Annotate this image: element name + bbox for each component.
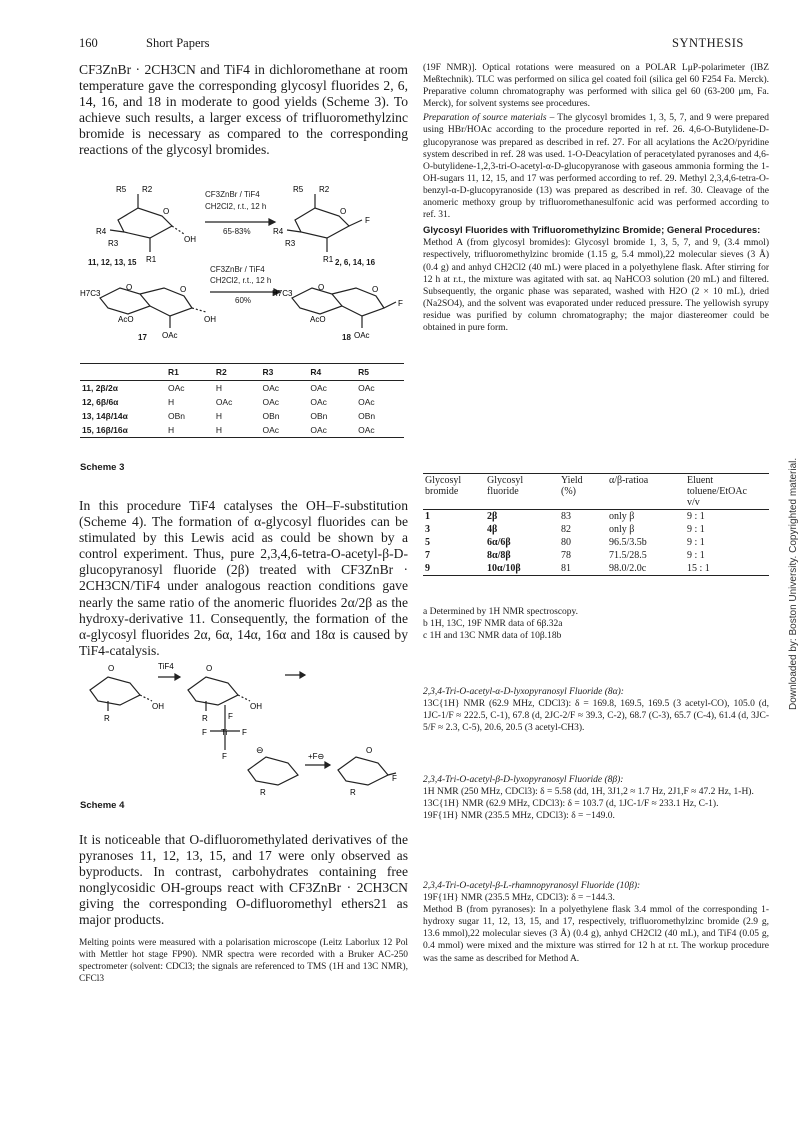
cell-fluoride: 2β (487, 511, 498, 522)
compound-10b-title: 2,3,4-Tri-O-acetyl-β-L-rhamnopyranosyl Fluoride (10β): (423, 881, 641, 891)
cell-r5: OAc (358, 397, 375, 407)
cell-r4: OBn (310, 411, 328, 421)
footnote-b: b 1H, 13C, 19F NMR data of 6β.32a (423, 619, 563, 630)
scheme4-r-4: R (350, 788, 356, 797)
table-row (80, 423, 404, 438)
cell-r1: H (168, 397, 175, 407)
cell-eluent: 15 : 1 (687, 563, 710, 574)
scheme3-compound-17: 17 (138, 333, 147, 342)
cell-r2: H (215, 411, 222, 421)
footnote-c: c 1H and 13C NMR data of 10β.18b (423, 631, 562, 642)
cell-r3: OAc (262, 425, 280, 435)
cell-yield: 80 (561, 537, 571, 548)
compound-8a (423, 686, 769, 734)
scheme3-mid-conditions: CH2Cl2, r.t., 12 h (210, 276, 272, 285)
compound-8a-data: 13C{1H} NMR (62.9 MHz, CDCl3): δ = 169.8, 169.5, 169.5 (3 acetyl-CO), 105.0 (d, 1JC-1/F ≈ 222.5, C-1), 67.8 (d, 2JC-2/F ≈ 39.3, C-2), 68.7 (C-3), 65.7 (C-4), 61.4 (d, 3JC-5/F ≈ 2.3, C-5), 20.6, 20.5 (3 acetyl-CH3). (423, 699, 769, 734)
label-r4-right: R4 (273, 227, 284, 236)
cell-r3: OAc (262, 397, 280, 407)
cell-r2: H (215, 425, 222, 435)
download-watermark: Downloaded by: Boston University. Copyrighted material. (788, 457, 799, 710)
cell-ratio: 96.5/3.5b (609, 537, 647, 548)
scheme4-r-1: R (104, 714, 110, 723)
scheme3-top-yield: 65-83% (223, 227, 251, 236)
table-row (80, 395, 404, 409)
cell-ratio: 98.0/2.0c (609, 563, 647, 574)
scheme4-charge: ⊖ (256, 745, 264, 755)
scheme-3-label: Scheme 3 (80, 462, 125, 473)
scheme4-ti: Ti (221, 728, 228, 737)
label-oac-right: OAc (354, 331, 370, 340)
left-para-1: CF3ZnBr · 2CH3CN and TiF4 in dichloromethane at room temperature gave the corresponding glycosyl fluorides 2, 6, 14, 16, and 18 in moderate to good yields (Scheme 3). To achieve such results, a larger excess of trifluoromethylzinc bromide is necessary as compared to the corresponding reactions of the glycosyl bromides. (79, 62, 408, 158)
label-o-right: O (340, 207, 347, 216)
table-row (80, 381, 404, 396)
page-number: 160 (79, 36, 98, 50)
cell-r1: OAc (168, 383, 185, 393)
col-r5: R5 (358, 367, 370, 377)
scheme4-o-3: O (366, 746, 373, 755)
cell-r1: OBn (168, 411, 186, 421)
col-r2: R2 (215, 367, 227, 377)
cell-r2: H (215, 383, 222, 393)
cell-ratio: 71.5/28.5 (609, 550, 647, 561)
compound-8b-f: 19F{1H} NMR (235.5 MHz, CDCl3): δ = −149.0. (423, 811, 615, 822)
col-compound (80, 364, 166, 381)
table-row (80, 409, 404, 423)
scheme3-top-conditions: CH2Cl2, r.t., 12 h (205, 202, 267, 211)
scheme3-compound-18: 18 (342, 333, 351, 342)
cell-r4: OAc (310, 425, 327, 435)
scheme4-f-3: F (228, 712, 233, 721)
cell-compound: 11, 2β/2α (82, 383, 118, 393)
cell-compound: 13, 14β/14α (82, 411, 128, 421)
label-f-mid: F (398, 299, 403, 308)
scheme3-substituent-table (80, 363, 404, 438)
label-h7c3-right: H7C3 (272, 289, 293, 298)
label-r2-right: R2 (319, 185, 330, 194)
label-r3-right: R3 (285, 239, 296, 248)
th-ratio: α/β-ratioa (609, 475, 649, 486)
cell-yield: 78 (561, 550, 571, 561)
scheme4-oh-2: OH (250, 702, 262, 711)
glycosyl-fluoride-table (423, 473, 769, 576)
table-row (423, 549, 769, 562)
cell-bromide: 7 (425, 550, 430, 561)
label-r3: R3 (108, 239, 119, 248)
compound-10b-f: 19F{1H} NMR (235.5 MHz, CDCl3): δ = −144.3. (423, 893, 615, 904)
cell-yield: 82 (561, 524, 571, 535)
method-a: Method A (from glycosyl bromides): Glycosyl bromide 1, 3, 5, 7, and 9, (3.4 mmol) respectively, trifluoromethylzinc bromide (1.15 g, 5.4 mmol),22 molecular sieves (3 Å) (0.4 g) and anhyd CH2Cl2 (40 mL) were placed in a polyethylene flask. After stirring for 12 h at r.t., the mixture was agitated with sat. aq NaHCO3 solution (20 mL) and filtered. Subsequently, the organic phase was separated, washed with H2O (2 × 10 mL), dried (Na2SO4), and the solvent was evaporated under reduced pressure. The yellowish syrupy residue was purified by column chromatography; the major diastereomer could be obtained in pure form. (423, 238, 769, 333)
scheme-3 (80, 180, 410, 450)
col-r1: R1 (168, 367, 179, 377)
compound-8a-title: 2,3,4-Tri-O-acetyl-α-D-lyxopyranosyl Fluoride (8α): (423, 687, 624, 697)
label-r1: R1 (146, 255, 157, 264)
prep-heading: Preparation of source materials (423, 113, 547, 124)
scheme4-r-2: R (202, 714, 208, 723)
cell-r2: OAc (215, 397, 233, 407)
cell-r5: OAc (358, 425, 375, 435)
cell-compound: 12, 6β/6α (82, 397, 119, 407)
label-r2: R2 (142, 185, 153, 194)
cell-yield: 83 (561, 511, 571, 522)
label-oh: OH (184, 235, 196, 244)
col-r4: R4 (310, 367, 322, 377)
scheme3-mid-yield: 60% (235, 296, 252, 305)
cell-r5: OBn (358, 411, 376, 421)
th-eluent: Eluent toluene/EtOAc v/v (687, 475, 747, 508)
cell-ratio: only β (609, 511, 635, 522)
label-r4: R4 (96, 227, 107, 236)
scheme3-compounds-left: 11, 12, 13, 15 (88, 258, 137, 267)
table-row (423, 562, 769, 576)
cell-eluent: 9 : 1 (687, 537, 705, 548)
scheme-4 (80, 655, 400, 795)
label-r5-right: R5 (293, 185, 304, 194)
label-o-mid-4: O (372, 285, 379, 294)
cell-r5: OAc (358, 383, 375, 393)
th-glycosyl-fluoride: Glycosyl fluoride (487, 475, 524, 497)
col-r3: R3 (262, 367, 274, 377)
table-row (423, 536, 769, 549)
scheme4-tif4: TiF4 (158, 662, 174, 671)
scheme-4-structures (80, 655, 400, 795)
label-oac: OAc (162, 331, 178, 340)
scheme4-f-5: F (392, 774, 397, 783)
journal-name: SYNTHESIS (672, 36, 744, 50)
label-f: F (365, 216, 370, 225)
th-glycosyl-bromide: Glycosyl bromide (425, 475, 462, 497)
method-b: Method B (from pyranoses): In a polyethylene flask 3.4 mmol of the corresponding 1-hydroxy sugar 11, 12, 13, 15, and 17, respectively, trifluoromethylzinc bromide (2.9 g, 13.6 mmol),22 molecular sieves (3 Å) (0.4 g), anhyd CH2Cl2 (40 mL), and TiF4 (0.05 g, 0.4 mmol) were mixed and the mixture was stirred for 12 h at r.t. The workup procedure was the same as described for Method A. (423, 905, 769, 964)
cell-r4: OAc (310, 397, 327, 407)
label-r1-right: R1 (323, 255, 334, 264)
cell-bromide: 3 (425, 524, 430, 535)
compound-8b-title: 2,3,4-Tri-O-acetyl-β-D-lyxopyranosyl Fluoride (8β): (423, 775, 624, 785)
cell-bromide: 1 (425, 511, 430, 522)
cell-bromide: 9 (425, 563, 430, 574)
cell-compound: 15, 16β/16α (82, 425, 128, 435)
right-intro: (19F NMR)]. Optical rotations were measured on a POLAR LμP-polarimeter (IBZ Meßtechnik). TLC was performed on silica gel coated foil (silica gel 60 F254 Fa. Merck). Preparative column chromatography was performed with silica gel 60 (63-200 μm, Fa. Merck), for solvent systems see procedures. Preparation of source materials – The glycosyl bromides 1, 3, 5, 7, and 9 were prepared using HBr/HOAc according to the procedure reported in ref. 26. 4,6-O-Butylidene-D-glucopyranose was prepared as described in ref. 27. For all acylations the Ac2O/pyridine system described in ref. 28 was used. 1-O-Deacylation of peracetylated pyranoses and 4,6-O-butylidene-1,2,3-tri-O-acetyl-α-D-glucopyranose with gaseous ammonia forming the 1-OH-sugars 11, 12, 15, and 17 was performed according to ref. 29. Methyl 2,3,4,6-tetra-O-benzyl-α-D-glucopyranoside (13) was prepared as described in ref. 30. Cleavage of the anomeric methoxy group by trifluoromethanesulfonic acid was performed according to ref. 31. Glycosyl Fluorides with Trifluoromethylzinc Bromide; General Procedures: Method A (from glycosyl bromides): Glycosyl bromide 1, 3, 5, 7, and 9, (3.4 mmol) respectively, trifluoromethylzinc bromide (1.15 g, 5.4 mmol),22 molecular sieves (3 Å) (0.4 g) and anhyd CH2Cl2 (40 mL) were placed in a polyethylene flask. After stirring for 12 h at r.t., the mixture was agitated with sat. aq NaHCO3 solution (20 mL) and filtered. Subsequently, the organic phase was separated, washed with H2O (2 × 10 mL), dried (Na2SO4), and the solvent was evaporated under reduced pressure. The yellowish syrupy residue was purified by column chromatography; the major diastereomer could be obtained in pure form. (423, 63, 770, 333)
cell-r4: OAc (310, 383, 327, 393)
label-o-mid-1: O (126, 283, 133, 292)
th-yield: Yield (%) (561, 475, 583, 497)
scheme4-f-1: F (202, 728, 207, 737)
label-r5: R5 (116, 185, 127, 194)
cell-fluoride: 10α/10β (487, 563, 521, 574)
cell-r1: H (168, 425, 175, 435)
cell-ratio: only β (609, 524, 635, 535)
table-row (423, 510, 769, 524)
label-o-mid-2: O (180, 285, 187, 294)
cell-eluent: 9 : 1 (687, 550, 705, 561)
procedure-heading: Glycosyl Fluorides with Trifluoromethylzinc Bromide; General Procedures: (423, 225, 761, 237)
left-para-3: It is noticeable that O-difluoromethylated derivatives of the pyranoses 11, 12, 13, 15, and 17 were only observed as byproducts. In contrast, carbohydrates containing free nonglycosidic OH-groups react with CF3ZnBr · 2CH3CN giving the corresponding O-difluoromethyl ethers21 as major products. (79, 832, 408, 928)
table-footnotes (423, 606, 769, 642)
scheme4-plus-f: +F⊖ (308, 752, 325, 761)
scheme4-r-3: R (260, 788, 266, 797)
scheme3-mid-reagents: CF3ZnBr / TiF4 (210, 265, 265, 274)
scheme4-f-4: F (222, 752, 227, 761)
section-name: Short Papers (146, 36, 210, 50)
left-para-4: Melting points were measured with a polarisation microscope (Leitz Laborlux 12 Pol with Mettler hot stage FP90). NMR spectra were recorded with a Bruker AC-250 spectrometer (solvent: CDCl3; the signals are referenced to TMS (1H and 13C NMR), CFCl3 (79, 938, 408, 984)
cell-r3: OAc (262, 383, 280, 393)
scheme4-oh-1: OH (152, 702, 164, 711)
footnote-a: a Determined by 1H NMR spectroscopy. (423, 607, 579, 617)
compound-8b-h: 1H NMR (250 MHz, CDCl3): δ = 5.58 (dd, 1H, 3J1,2 ≈ 1.7 Hz, 2J1,F ≈ 47.2 Hz, 1-H). (423, 787, 754, 798)
scheme3-compounds-right: 2, 6, 14, 16 (335, 258, 376, 267)
compound-8b-c: 13C{1H} NMR (62.9 MHz, CDCl3): δ = 103.7 (d, 1JC-1/F ≈ 233.1 Hz, C-1). (423, 799, 719, 810)
cell-r3: OBn (262, 411, 280, 421)
cell-fluoride: 8α/8β (487, 550, 511, 561)
prep-text: – The glycosyl bromides 1, 3, 5, 7, and 9 were prepared using HBr/HOAc according to the procedure reported in ref. 26. 4,6-O-Butylidene-D-glucopyranose was prepared as described in ref. 27. For all acylations the Ac2O/pyridine system described in ref. 28 was used. 1-O-Deacylation of peracetylated pyranoses and 4,6-O-butylidene-1,2,3-tri-O-acetyl-α-D-glucopyranose with gaseous ammonia forming the 1-OH-sugars 11, 12, 15, and 17 was performed according to ref. 29. Methyl 2,3,4,6-tetra-O-benzyl-α-D-glucopyranoside (13) was prepared as described in ref. 30. Cleavage of the anomeric methoxy group by trifluoromethanesulfonic acid was performed according to ref. 31. (423, 113, 770, 221)
label-o: O (163, 207, 170, 216)
label-aco: AcO (118, 315, 134, 324)
compound-8b (423, 774, 769, 822)
cell-fluoride: 4β (487, 524, 498, 535)
label-o-mid-3: O (318, 283, 325, 292)
cell-yield: 81 (561, 563, 571, 574)
scheme4-f-2: F (242, 728, 247, 737)
scheme4-o-2: O (206, 664, 213, 673)
left-para-2: In this procedure TiF4 catalyses the OH–F-substitution (Scheme 4). The formation of α-glycosyl fluorides can be stimulated by this Lewis acid as could be shown by a control experiment. Thus, pure 2,3,4,6-tetra-O-acetyl-β-D-glucopyranosyl fluoride (2β) treated with CF3ZnBr · 2CH3CN/TiF4 under analogous reaction conditions gave nearly the same ratio of the anomeric fluorides 2α/2β as the hydroxy-derivative 11. Consequently, the formation of the α-glycosyl fluorides 2α, 6α, 14α, 16α and 18α is caused by TiF4-catalysis. (79, 498, 408, 658)
table-row (423, 523, 769, 536)
label-oh-mid: OH (204, 315, 216, 324)
cell-eluent: 9 : 1 (687, 524, 705, 535)
cell-fluoride: 6α/6β (487, 537, 511, 548)
compound-10b (423, 880, 769, 965)
scheme3-top-reagents: CF3ZnBr / TiF4 (205, 190, 260, 199)
scheme4-o-1: O (108, 664, 115, 673)
cell-eluent: 9 : 1 (687, 511, 705, 522)
label-aco-right: AcO (310, 315, 326, 324)
cell-bromide: 5 (425, 537, 430, 548)
label-h7c3: H7C3 (80, 289, 101, 298)
scheme-4-label: Scheme 4 (80, 800, 125, 811)
